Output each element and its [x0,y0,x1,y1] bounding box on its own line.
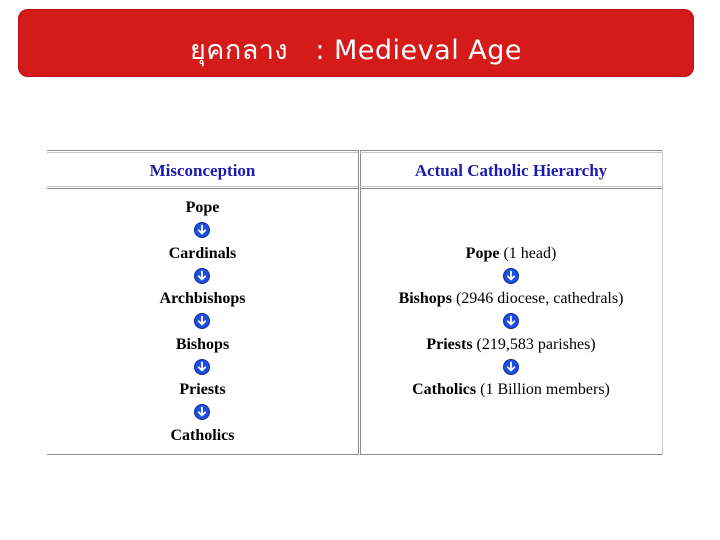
rank-note: (1 head) [503,245,557,262]
list-item [360,381,662,399]
rank-note: (2946 diocese, cathedrals) [455,290,624,307]
title-banner [18,9,694,77]
header-cell [360,150,662,189]
arrow-down-circle-icon [503,359,519,375]
rank-name: Priests [426,336,473,353]
arrow-down-circle-icon [194,313,210,329]
list-item: Archbishops [159,290,246,307]
list-item: Pope [185,199,220,216]
arrow-down-circle-icon [503,313,519,329]
misconception-column [47,150,358,455]
list-item: Catholics [170,427,235,444]
arrow-down-circle-icon [194,268,210,284]
table-right-edge [662,150,663,455]
rank-name: Catholics [412,381,477,398]
list-item: Priests [179,381,226,398]
list-item [360,336,662,354]
column-divider [358,150,359,455]
rank-name: Bishops [398,290,452,307]
arrow-down-circle-icon [194,222,210,238]
slide-title: ยุคกลาง : Medieval Age [189,35,523,66]
column-header-actual: Actual Catholic Hierarchy [414,161,608,180]
column-header-misconception: Misconception [149,161,256,180]
list-item [360,245,662,263]
actual-hierarchy-body [360,189,662,455]
misconception-body [47,189,358,455]
rank-note: (219,583 parishes) [476,336,596,353]
actual-hierarchy-column [360,150,662,455]
arrow-down-circle-icon [194,404,210,420]
arrow-down-circle-icon [503,268,519,284]
list-item [360,290,662,308]
rank-note: (1 Billion members) [480,381,610,398]
header-cell [47,150,358,189]
hierarchy-table [47,150,662,455]
rank-name: Pope [465,245,500,262]
arrow-down-circle-icon [194,359,210,375]
list-item: Bishops [175,336,230,353]
list-item: Cardinals [168,245,237,262]
